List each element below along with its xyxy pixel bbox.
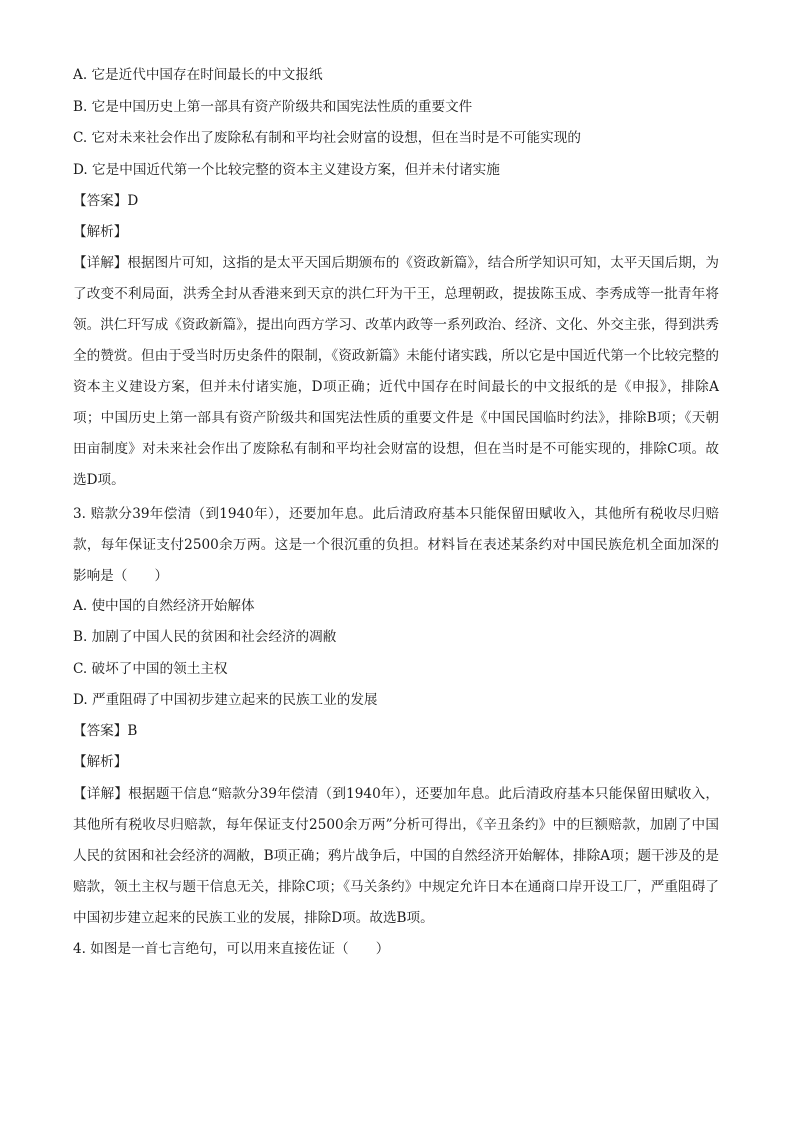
q2-option-d: D. 它是中国近代第一个比较完整的资本主义建设方案，但并未付诸实施 <box>73 162 500 178</box>
q2-option-b: B. 它是中国历史上第一部具有资产阶级共和国宪法性质的重要文件 <box>73 99 473 115</box>
q3-stem: 3. 赔款分39年偿清（到1940年），还要加年息。此后清政府基本只能保留田赋收入，其他所有税收尽归赔款，每年保证支付2500余万两。这是一个很沉重的负担。材料旨在表述某条约对中国民族危机全面加深的影响是（ ） <box>73 506 719 584</box>
q3-option-d: D. 严重阻碍了中国初步建立起来的民族工业的发展 <box>73 692 378 708</box>
q2-option-a: A. 它是近代中国存在时间最长的中文报纸 <box>73 67 323 83</box>
q2-detail: 【详解】根据图片可知，这指的是太平天国后期颁布的《资政新篇》，结合所学知识可知，太平天国后期，为了改变不利局面，洪秀全封从香港来到天京的洪仁玕为干王，总理朝政，提拔陈玉成、李秀成等一批青年将领。洪仁玕写成《资政新篇》，提出向西方学习、改革内政等一系列政治、经济、文化、外交主张，得到洪秀全的赞赏。但由于受当时历史条件的限制，《资政新篇》未能付诸实践，所以它是中国近代第一个比较完整的资本主义建设方案，但并未付诸实施，D项正确；近代中国存在时间最长的中文报纸的是《申报》，排除A项；中国历史上第一部具有资产阶级共和国宪法性质的重要文件是《中国民国临时约法》，排除B项；《天朝田亩制度》对未来社会作出了废除私有制和平均社会财富的设想，但在当时是不可能实现的，排除C项。故选D项。 <box>73 255 719 488</box>
q2-answer: 【答案】D <box>73 193 139 209</box>
q3-answer: 【答案】B <box>73 723 138 739</box>
q2-option-c: C. 它对未来社会作出了废除私有制和平均社会财富的设想，但在当时是不可能实现的 <box>73 130 581 146</box>
q4-stem: 4. 如图是一首七言绝句，可以用来直接佐证（ ） <box>73 941 390 957</box>
q2-analysis-label: 【解析】 <box>73 224 128 240</box>
q3-detail: 【详解】根据题干信息“赔款分39年偿清（到1940年），还要加年息。此后清政府基本只能保留田赋收入，其他所有税收尽归赔款，每年保证支付2500余万两”分析可得出，《辛丑条约》中的巨额赔款，加剧了中国人民的贫困和社会经济的凋敝，B项正确；鸦片战争后，中国的自然经济开始解体，排除A项；题干涉及的是赔款，领土主权与题干信息无关，排除C项；《马关条约》中规定允许日本在通商口岸开设工厂，严重阻碍了中国初步建立起来的民族工业的发展，排除D项。故选B项。 <box>73 786 719 926</box>
q3-option-c: C. 破坏了中国的领土主权 <box>73 661 228 677</box>
q3-option-b: B. 加剧了中国人民的贫困和社会经济的凋敝 <box>73 629 337 645</box>
q3-option-a: A. 使中国的自然经济开始解体 <box>73 598 255 614</box>
q3-analysis-label: 【解析】 <box>73 754 128 770</box>
